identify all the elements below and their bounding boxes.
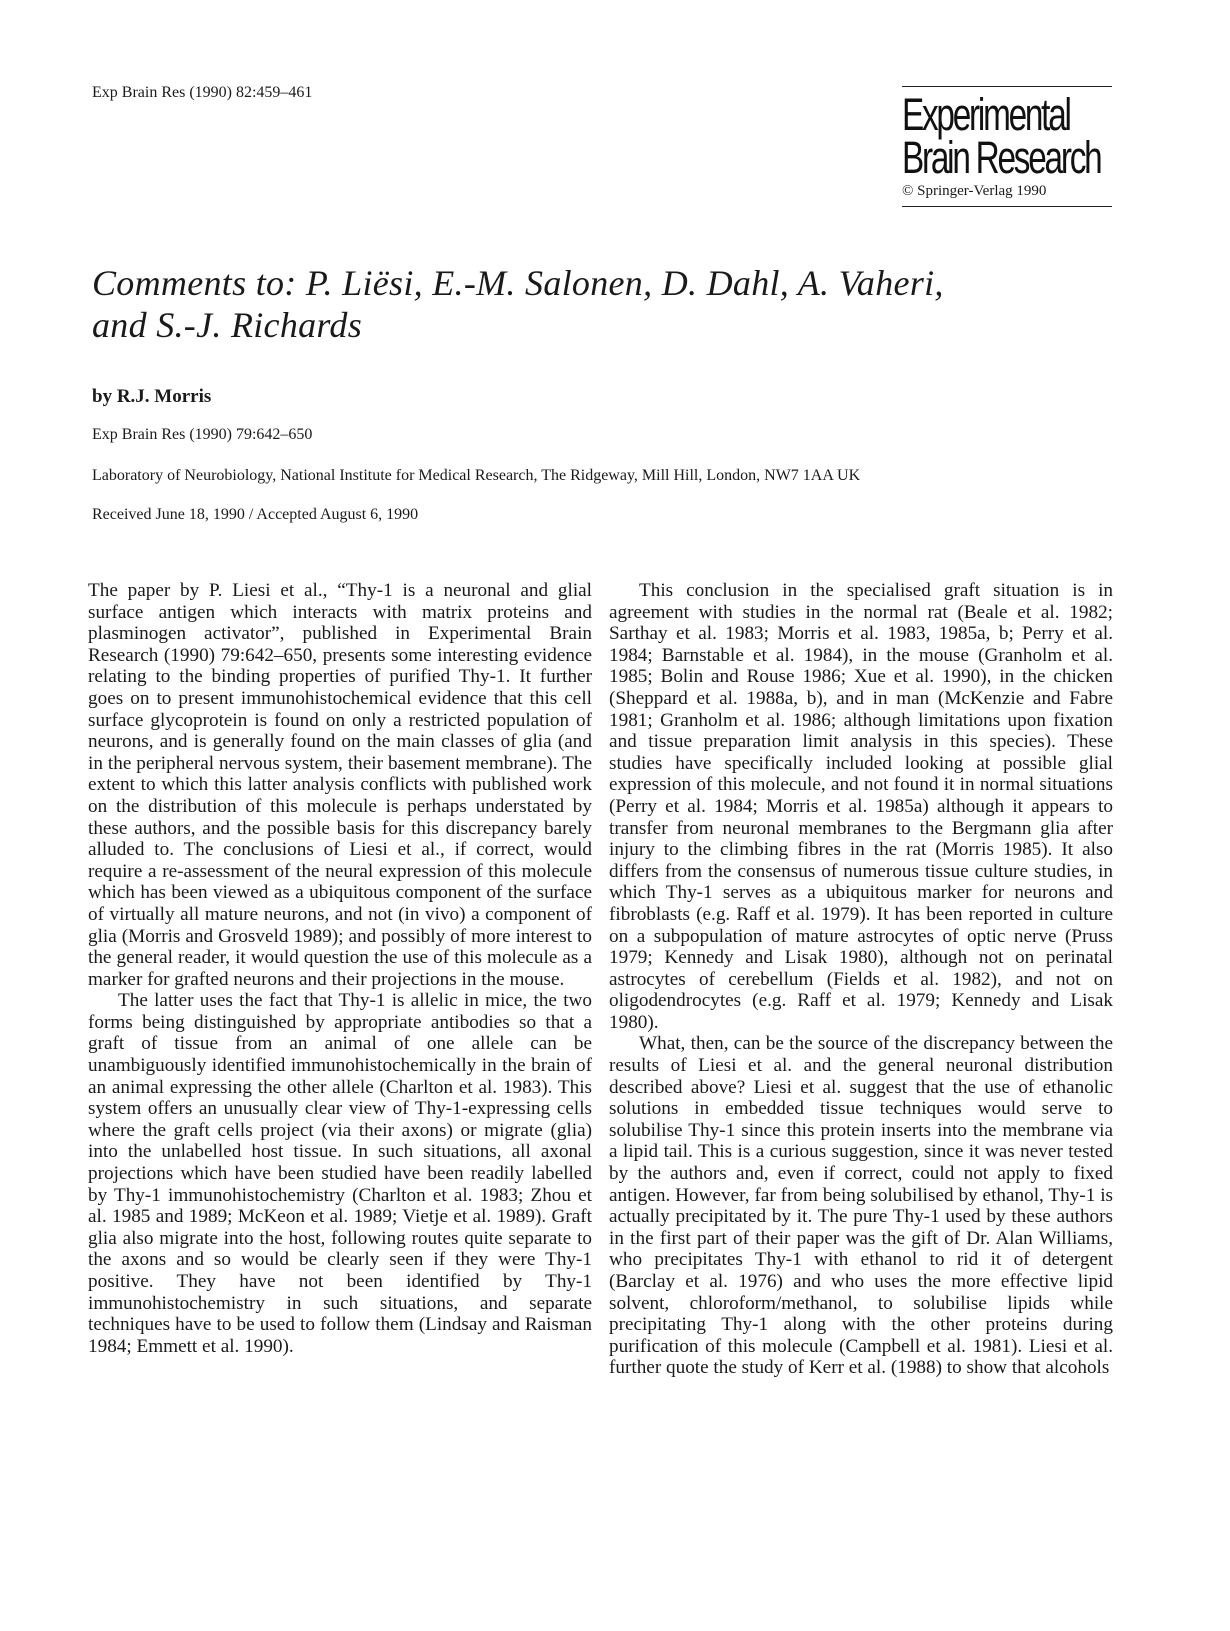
body-paragraph: The paper by P. Liesi et al., “Thy-1 is a neuronal and glial surface antigen which interacts with matrix proteins and plasminogen activator”, published in Experimental Brain Research (1990) 79:642–650, presents some interesting evidence relating to the binding properties of purified Thy-1. It further goes on to present immunohistochemical evidence that this cell surface glycoprotein is found on only a restricted population of neurons, and is generally found on the main classes of glia (and in the peripheral nervous system, their basement membrane). The extent to which this latter analysis conflicts with published work on the distribution of this molecule is perhaps understated by these authors, and the possible basis for this discrepancy barely alluded to. The conclusions of Liesi et al., if correct, would require a re-assessment of the neural expression of this molecule which has been viewed as a ubiquitous component of the surface of virtually all mature neurons, and not (in vivo) a component of glia (Morris and Grosveld 1989); and possibly of more interest to the general reader, it would question the use of this molecule as a marker for grafted neurons and their projections in the mouse.	[88, 580, 592, 990]
article-title-line1: Comments to: P. Liësi, E.-M. Salonen, D. Dahl, A. Vaheri,	[92, 263, 944, 303]
journal-masthead	[902, 86, 1112, 207]
referenced-article-citation: Exp Brain Res (1990) 79:642–650	[92, 426, 313, 443]
author-affiliation: Laboratory of Neurobiology, National Institute for Medical Research, The Ridgeway, Mill Hill, London, NW7 1AA UK	[92, 467, 861, 484]
article-title	[92, 262, 1092, 346]
masthead-bottom-rule	[902, 206, 1112, 207]
body-column-left	[88, 580, 592, 1357]
body-paragraph: What, then, can be the source of the discrepancy between the results of Liesi et al. and the general neuronal distribution described above? Liesi et al. suggest that the use of ethanolic solutions in embedded tissue techniques would serve to solubilise Thy-1 since this protein inserts into the membrane via a lipid tail. This is a curious suggestion, since it was never tested by the authors and, even if correct, could not apply to fixed antigen. However, far from being solubilised by ethanol, Thy-1 is actually precipitated by it. The pure Thy-1 used by these authors in the first part of their paper was the gift of Dr. Alan Williams, who precipitates Thy-1 with ethanol to rid it of detergent (Barclay et al. 1976) and who uses the more effective lipid solvent, chloroform/methanol, to solubilise lipids while precipitating Thy-1 along with the other proteins during purification of this molecule (Campbell et al. 1981). Liesi et al. further quote the study of Kerr et al. (1988) to show that alcohols	[609, 1033, 1113, 1379]
masthead-top-rule	[902, 86, 1112, 87]
body-paragraph: The latter uses the fact that Thy-1 is allelic in mice, the two forms being distinguished by appropriate antibodies so that a graft of tissue from an animal of one allele can be unambiguously identified immunohistochemically in the brain of an animal expressing the other allele (Charlton et al. 1983). This system offers an unusually clear view of Thy-1-expressing cells where the graft cells project (via their axons) or migrate (glia) into the unlabelled host tissue. In such situations, all axonal projections which have been studied have been readily labelled by Thy-1 immunohistochemistry (Charlton et al. 1983; Zhou et al. 1985 and 1989; McKeon et al. 1989; Vietje et al. 1989). Graft glia also migrate into the host, following routes quite separate to the axons and so would be clearly seen if they were Thy-1 positive. They have not been identified by Thy-1 immunohistochemistry in such situations, and separate techniques have to be used to follow them (Lindsay and Raisman 1984; Emmett et al. 1990).	[88, 990, 592, 1357]
journal-citation: Exp Brain Res (1990) 82:459–461	[92, 84, 313, 101]
body-column-right	[609, 580, 1113, 1379]
copyright-notice: © Springer-Verlag 1990	[902, 183, 1047, 199]
article-author: by R.J. Morris	[92, 386, 212, 407]
journal-name-line1: Experimental	[902, 89, 1070, 140]
body-paragraph: This conclusion in the specialised graft situation is in agreement with studies in the normal rat (Beale et al. 1982; Sarthay et al. 1983; Morris et al. 1983, 1985a, b; Perry et al. 1984; Barnstable et al. 1984), in the mouse (Granholm et al. 1985; Bolin and Rouse 1986; Xue et al. 1990), in the chicken (Sheppard et al. 1988a, b), and in man (McKenzie and Fabre 1981; Granholm et al. 1986; although limitations upon fixation and tissue preparation limit analysis in this species). These studies have specifically included looking at possible glial expression of this molecule, and not found it in normal situations (Perry et al. 1984; Morris et al. 1985a) although it appears to transfer from neuronal membranes to the Bergmann glia after injury to the climbing fibres in the rat (Morris 1985). It also differs from the consensus of numerous tissue culture studies, in which Thy-1 serves as a ubiquitous marker for neurons and fibroblasts (e.g. Raff et al. 1979). It has been reported in culture on a subpopulation of mature astrocytes of optic nerve (Pruss 1979; Kennedy and Lisak 1980), although not on perinatal astrocytes of cerebellum (Fields et al. 1982), and not on oligodendrocytes (e.g. Raff et al. 1979; Kennedy and Lisak 1980).	[609, 580, 1113, 1033]
journal-name-line2: Brain Research	[902, 132, 1101, 183]
article-title-line2: and S.-J. Richards	[92, 305, 363, 345]
received-accepted-dates: Received June 18, 1990 / Accepted August 6, 1990	[92, 506, 419, 523]
